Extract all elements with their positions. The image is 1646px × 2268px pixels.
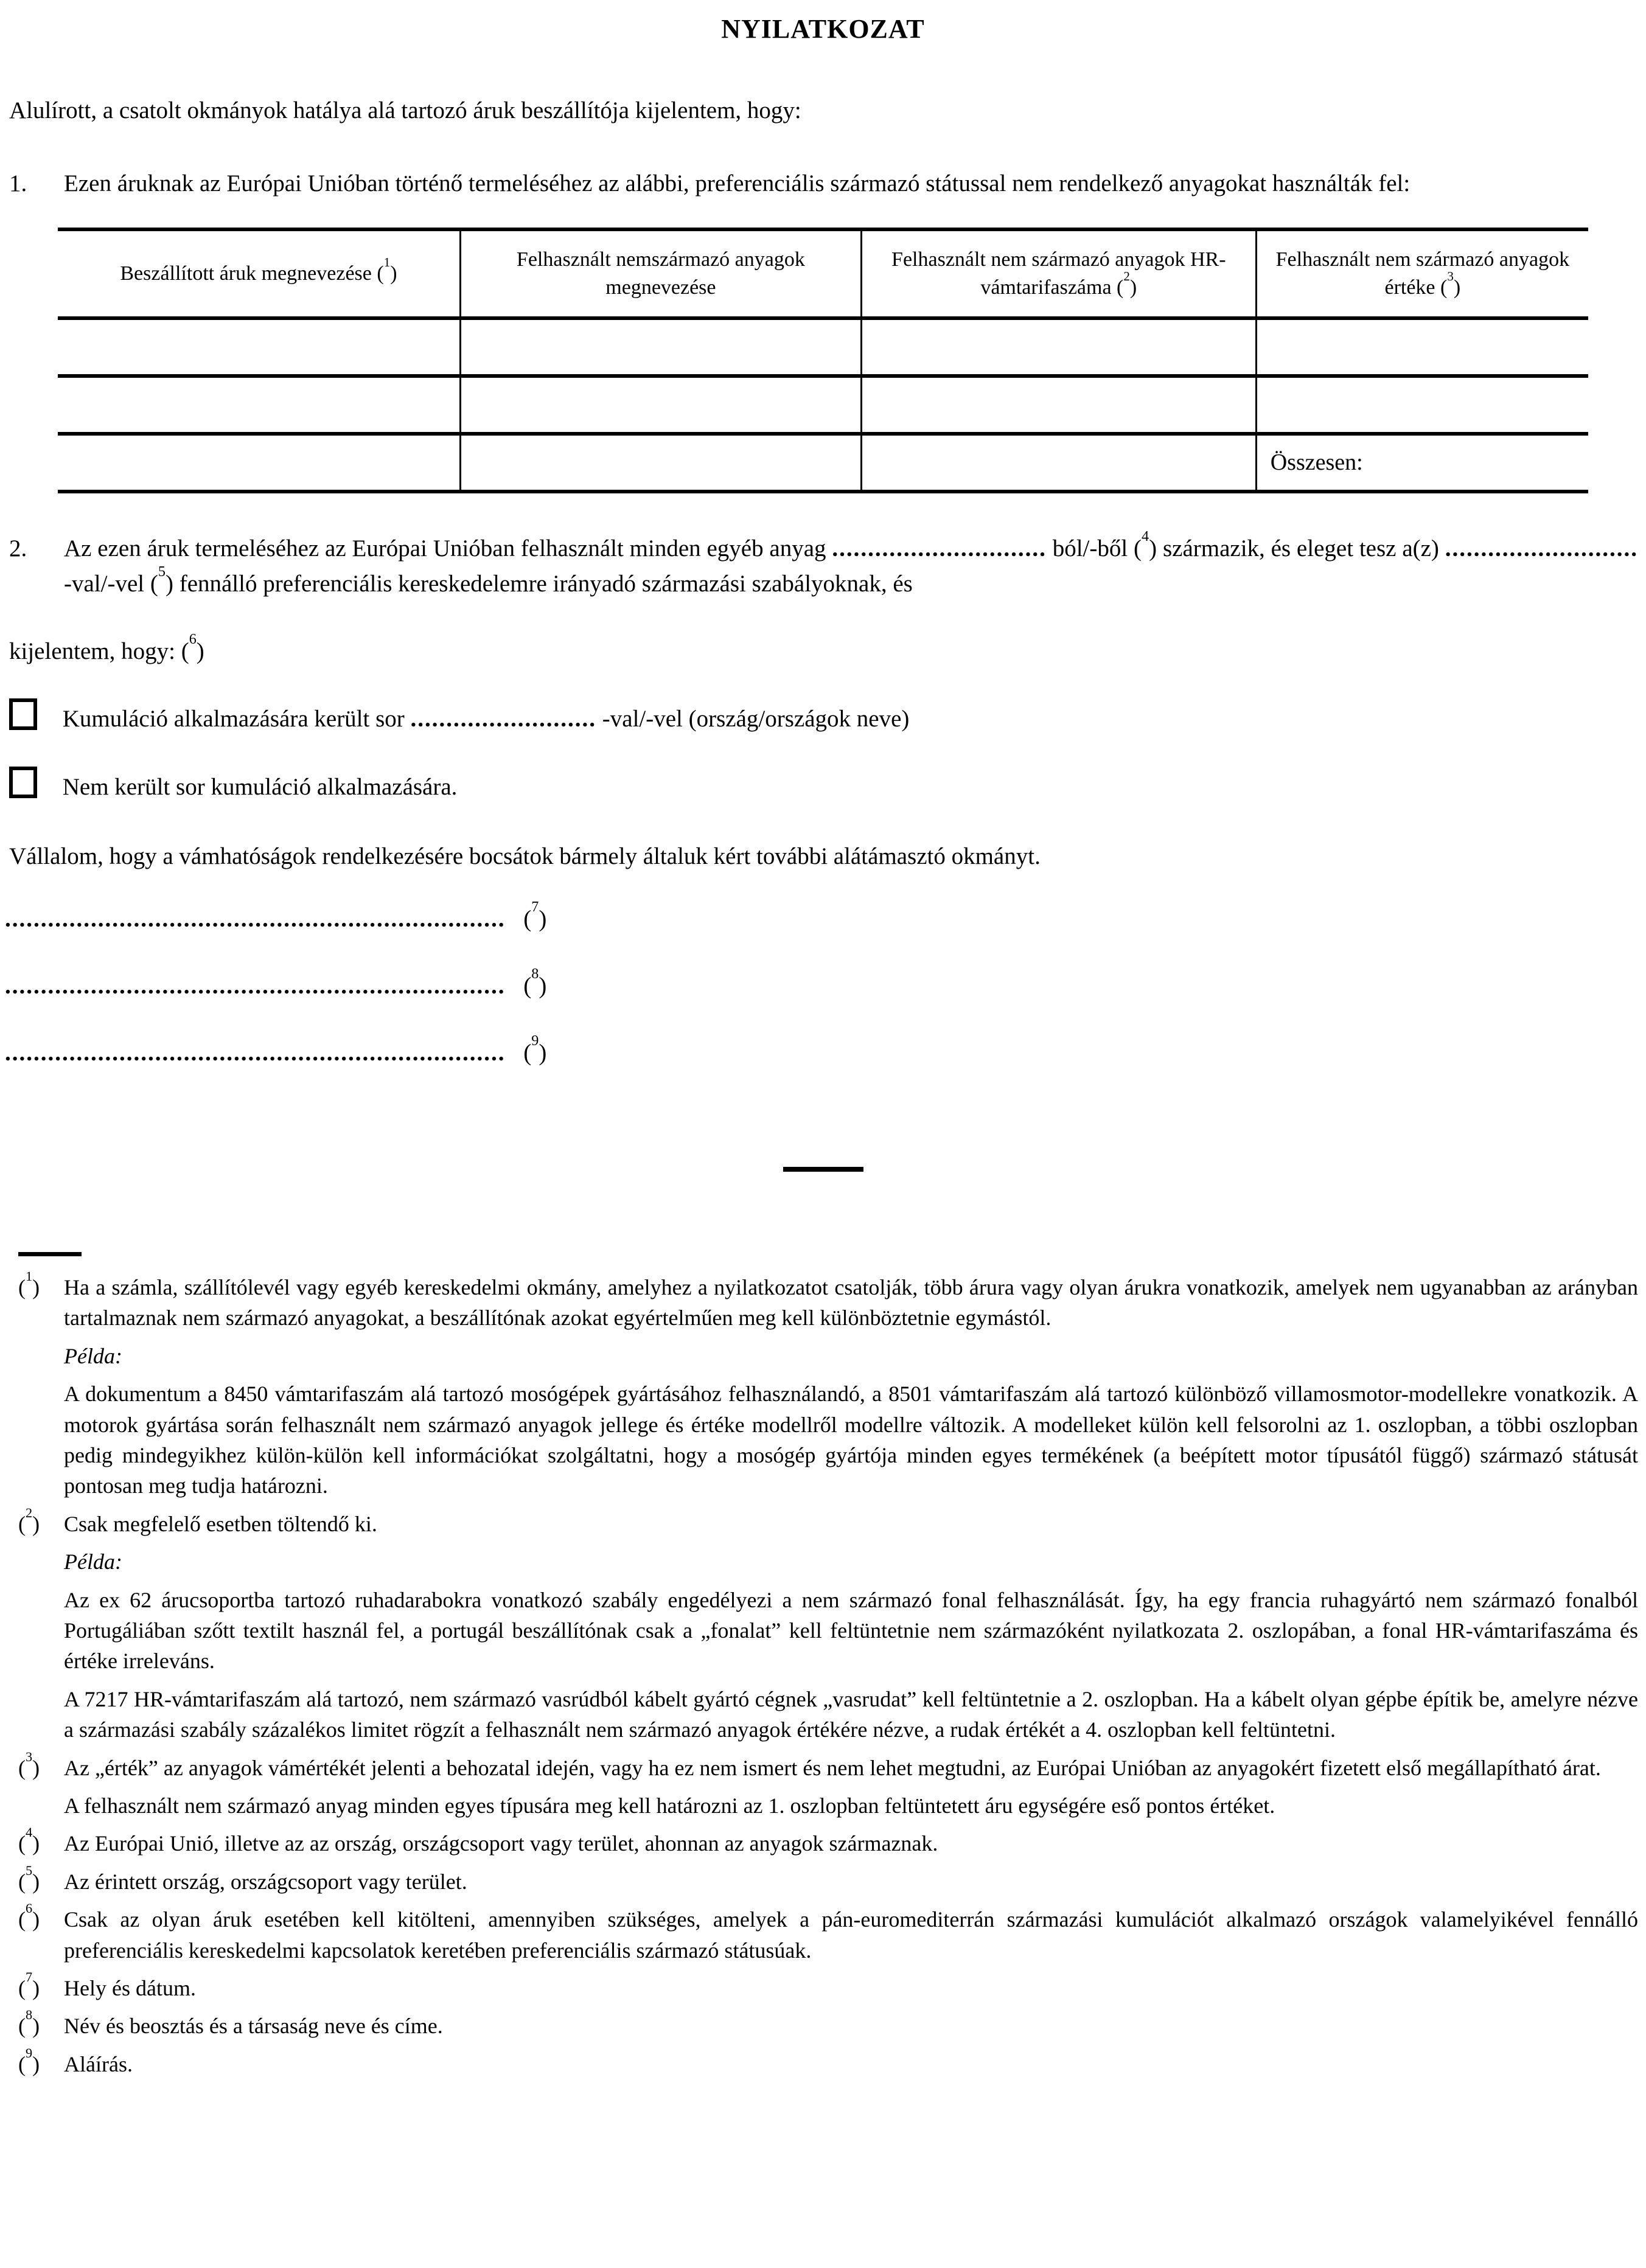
footnote-3-continuation: A felhasznált nem származó anyag minden egyes típusára meg kell határozni az 1. oszlopban feltüntetett áru egységére eső pontos értéket. <box>64 1793 1275 1818</box>
cell-goods-3[interactable] <box>58 434 460 492</box>
footnote-5-marker: ( $^5$ ) <box>18 1866 40 1897</box>
materials-table-wrapper <box>58 228 1588 493</box>
section-divider <box>783 1167 863 1172</box>
footnote-2-example-2: A 7217 HR-vámtarifaszám alá tartozó, nem származó vasrúdból kábelt gyártó cégnek „vasrudat” kell feltüntetnie a 2. oszlopban. Ha a kábelt olyan gépbe építik be, amelyre nézve a származási szabály százalékos limitet rögzít a felhasznált nem származó anyagok értékére nézve, a rudak értékét a 4. oszlopban kell feltüntetni. <box>64 1686 1638 1742</box>
item-2: 2. Az ezen áruk termeléséhez az Európai Unióban felhasznált minden egyéb anyag .............................. ból/-ből ( $^4$ ) származik, és eleget tesz a(z) ........................... -val/-vel ( $^5$ ) fennálló preferenciális kereskedelemre irányadó származási szabályoknak, és <box>9 531 1638 602</box>
cell-hs-2[interactable] <box>861 376 1256 434</box>
declare-line: kijelentem, hogy: ( $^6$ ) <box>9 634 1638 670</box>
cell-goods-2[interactable] <box>58 376 460 434</box>
total-label: Összesen: <box>1270 449 1363 475</box>
footnote-1-example: A dokumentum a 8450 vámtarifaszám alá tartozó mosógépek gyártásához felhasználandó, a 8501 vámtarifaszám alá tartozó különböző villamosmotor-modellekre vonatkozik. A motorok gyártása során felhasznált nem származó anyagok jellege és értéke modellről modellre változik. A modelleket külön kell felsorolni az 1. oszlopban, a többi oszlopban pedig mindegyikhez külön-külön kell információkat szolgáltatni, hogy a mosógép gyártója minden egyes termékének (a beépített motor típusától függő) származó státusát pontosan meg tudja határozni. <box>64 1382 1638 1498</box>
cell-materials-2[interactable] <box>460 376 861 434</box>
footnote-7-marker: ( $^7$ ) <box>18 1973 40 2003</box>
col-header-value: Felhasznált nem származó anyagok értéke ( $^3$ ) <box>1256 229 1588 318</box>
blank-partner-country: ........................... <box>1445 535 1638 562</box>
footnote-ref-9: ( $^9$ ) <box>523 1040 546 1066</box>
intro-paragraph: Alulírott, a csatolt okmányok hatálya alá tartozó áruk beszállítója kijelentem, hogy: <box>9 97 801 123</box>
footnote-2-marker: ( $^2$ ) <box>18 1509 40 1539</box>
footnote-4: ( $^4$ ) Az Európai Unió, illetve az az ország, országcsoport vagy terület, ahonnan az anyagok származnak. <box>18 1828 1638 1859</box>
col-header-hs-number: Felhasznált nem származó anyagok HR-vámtarifaszáma ( $^2$ ) <box>861 229 1256 318</box>
footnote-3: ( $^3$ ) Az „érték” az anyagok vámértékét jelenti a behozatal idején, vagy ha ez nem ismert és nem lehet megtudni, az Európai Unióban az anyagokért fizetett első megállapítható árat. <box>18 1753 1638 1783</box>
footnote-ref-4: ( $^4$ ) <box>1134 535 1157 562</box>
place-date-blank[interactable]: ...................................................................... <box>5 905 506 932</box>
cell-materials-3[interactable] <box>460 434 861 492</box>
blank-cumulation-country: .......................... <box>410 706 597 732</box>
name-position-line <box>5 964 1646 1009</box>
item-1-text: Ezen áruknak az Európai Unióban történő termeléséhez az alábbi, preferenciális származó státussal nem rendelkező anyagokat használták fel: <box>64 170 1411 197</box>
item-2-number: 2. <box>9 535 27 562</box>
footnote-7: ( $^7$ ) Hely és dátum. <box>18 1973 1638 2003</box>
footnote-1-marker: ( $^1$ ) <box>18 1272 40 1303</box>
blank-origin-country: .............................. <box>832 535 1047 562</box>
table-row <box>58 434 1588 492</box>
signature-blank[interactable]: ...................................................................... <box>5 1039 506 1066</box>
item-1 <box>9 166 1638 202</box>
table-header-row <box>58 229 1588 318</box>
footnote-ref-2: ( $^2$ ) <box>1117 276 1137 299</box>
undertaking-paragraph: Vállalom, hogy a vámhatóságok rendelkezésére bocsátok bármely általuk kért további alátámasztó okmányt. <box>9 843 1041 870</box>
col-header-nonoriginating-description: Felhasznált nemszármazó anyagok megnevezése <box>460 229 861 318</box>
place-date-line <box>5 897 1646 942</box>
footnote-8-marker: ( $^8$ ) <box>18 2011 40 2041</box>
table-row <box>58 318 1588 376</box>
name-position-blank[interactable]: ...................................................................... <box>5 972 506 999</box>
footnote-5: ( $^5$ ) Az érintett ország, országcsoport vagy terület. <box>18 1866 1638 1897</box>
cell-hs-3[interactable] <box>861 434 1256 492</box>
footnote-separator <box>18 1252 82 1256</box>
footnote-ref-5: ( $^5$ ) <box>150 571 173 597</box>
document-title: NYILATKOZAT <box>721 14 925 44</box>
table-row <box>58 376 1588 434</box>
footnote-6-marker: ( $^6$ ) <box>18 1904 40 1935</box>
footnote-3-marker: ( $^3$ ) <box>18 1753 40 1783</box>
footnote-2: ( $^2$ ) Csak megfelelő esetben töltendő ki. <box>18 1509 1638 1539</box>
materials-table <box>58 228 1588 493</box>
cell-materials-1[interactable] <box>460 318 861 376</box>
col-header-goods-description: Beszállított áruk megnevezése ( $^1$ ) <box>58 229 460 318</box>
cell-hs-1[interactable] <box>861 318 1256 376</box>
option-no-cumulation: Nem került sor kumuláció alkalmazására. <box>9 767 1638 805</box>
item-1-number: 1. <box>9 170 27 197</box>
option-cumulation-applied: Kumuláció alkalmazására került sor .......................... -val/-vel (ország/országok neve) <box>9 698 1638 737</box>
footnote-1-example-label: Példa: <box>64 1343 122 1368</box>
footnote-9-marker: ( $^9$ ) <box>18 2049 40 2079</box>
footnote-ref-6: ( $^6$ ) <box>181 638 204 664</box>
footnote-ref-1: ( $^1$ ) <box>377 262 397 285</box>
cumulation-applied-checkbox[interactable] <box>9 698 37 730</box>
footnote-2-example-label: Példa: <box>64 1550 122 1574</box>
total-cell[interactable] <box>1256 434 1588 492</box>
footnote-2-example-1: Az ex 62 árucsoportba tartozó ruhadarabokra vonatkozó szabály engedélyezi a nem származó fonal felhasználását. Így, ha egy francia ruhagyártó nem származó fonalból Portugáliában szőtt textilt használ fel, a portugál beszállítónak csak a „fonalat” kell feltüntetnie nem származóként nyilatkozata 2. oszlopában, a fonal HR-vámtarifaszáma és értéke irreleváns. <box>64 1587 1638 1674</box>
footnotes-section <box>18 1268 1638 2079</box>
cell-value-1[interactable] <box>1256 318 1588 376</box>
cell-goods-1[interactable] <box>58 318 460 376</box>
footnote-ref-3: ( $^3$ ) <box>1440 276 1460 299</box>
footnote-6: ( $^6$ ) Csak az olyan áruk esetében kell kitölteni, amennyiben szükséges, amelyek a pán-euromediterrán származási kumulációt alkalmazó országok valamelyikével fennálló preferenciális kereskedelmi kapcsolatok keretében preferenciális származó státusúak. <box>18 1904 1638 1966</box>
footnote-1: ( $^1$ ) Ha a számla, szállítólevél vagy egyéb kereskedelmi okmány, amelyhez a nyilatkozatot csatolják, több árura vagy olyan árukra vonatkozik, amelyek nem ugyanabban az arányban tartalmaznak nem származó anyagokat, a beszállítónak azokat egyértelműen meg kell különböztetnie egymástól. <box>18 1272 1638 1334</box>
footnote-4-marker: ( $^4$ ) <box>18 1828 40 1859</box>
footnote-8: ( $^8$ ) Név és beosztás és a társaság neve és címe. <box>18 2011 1638 2041</box>
signature-line <box>5 1031 1646 1076</box>
footnote-9: ( $^9$ ) Aláírás. <box>18 2049 1638 2079</box>
footnote-ref-8: ( $^8$ ) <box>523 973 546 999</box>
no-cumulation-checkbox[interactable] <box>9 767 37 798</box>
footnote-ref-7: ( $^7$ ) <box>523 906 546 932</box>
cell-value-2[interactable] <box>1256 376 1588 434</box>
